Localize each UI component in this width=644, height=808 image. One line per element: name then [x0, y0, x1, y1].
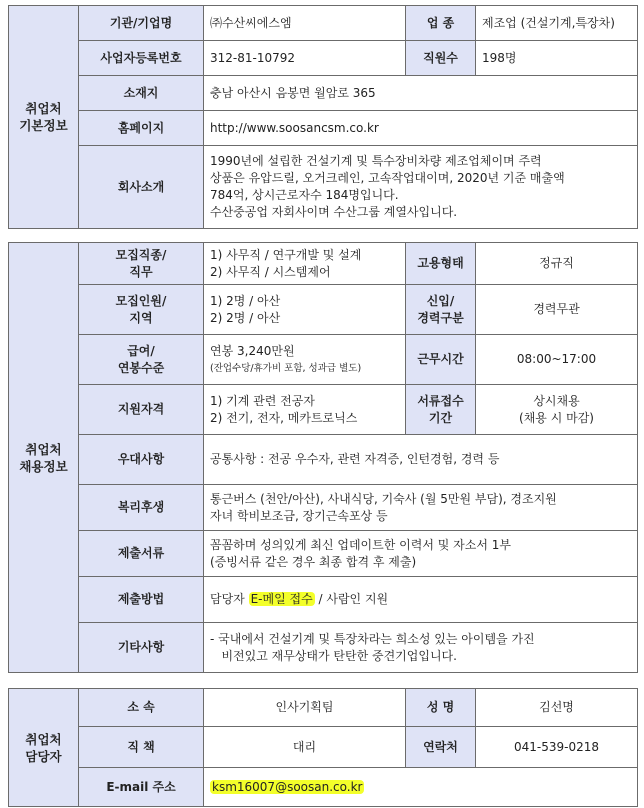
etc-value: - 국내에서 건설기계 및 특장차라는 희소성 있는 아이템을 가진 비전있고 재무상태가 탄탄한 중견기업입니다.	[204, 623, 638, 673]
pref-value: 공통사항 : 전공 우수자, 관련 자격증, 인턴경험, 경력 등	[204, 435, 638, 485]
hiring-info-table	[8, 242, 638, 673]
career-value: 경력무관	[476, 285, 638, 335]
name-value: 김선명	[476, 689, 638, 727]
method-label: 제출방법	[79, 577, 204, 623]
welfare-label: 복리후생	[79, 485, 204, 531]
salary-label: 급여/ 연봉수준	[79, 335, 204, 385]
intro-label: 회사소개	[79, 146, 204, 229]
category-hiring-info: 취업처 채용정보	[9, 243, 79, 673]
method-value	[204, 577, 638, 623]
email-link[interactable]: ksm16007@soosan.co.kr	[212, 779, 363, 794]
phone-value: 041-539-0218	[476, 727, 638, 768]
hours-value: 08:00~17:00	[476, 335, 638, 385]
employees-label: 직원수	[406, 41, 476, 76]
category-basic-info: 취업처 기본정보	[9, 6, 79, 229]
regno-label: 사업자등록번호	[79, 41, 204, 76]
employees-value: 198명	[476, 41, 638, 76]
industry-value: 제조업 (건설기계,특장차)	[476, 6, 638, 41]
docs-label: 제출서류	[79, 531, 204, 577]
period-label: 서류접수 기간	[406, 385, 476, 435]
emptype-value: 정규직	[476, 243, 638, 285]
welfare-value: 통근버스 (천안/아산), 사내식당, 기숙사 (월 5만원 부담), 경조지원 자녀 학비보조금, 장기근속포상 등	[204, 485, 638, 531]
hours-label: 근무시간	[406, 335, 476, 385]
regno-value: 312-81-10792	[204, 41, 406, 76]
dept-label: 소 속	[79, 689, 204, 727]
docs-value: 꼼꼼하며 성의있게 최신 업데이트한 이력서 및 자소서 1부 (증빙서류 같은 경우 최종 합격 후 제출)	[204, 531, 638, 577]
qual-label: 지원자격	[79, 385, 204, 435]
industry-label: 업 종	[406, 6, 476, 41]
company-value: ㈜수산씨에스엠	[204, 6, 406, 41]
title-value: 대리	[204, 727, 406, 768]
method-highlight: E-메일 접수	[250, 592, 313, 606]
category-contact: 취업처 담당자	[9, 689, 79, 807]
career-label: 신입/ 경력구분	[406, 285, 476, 335]
company-label: 기관/기업명	[79, 6, 204, 41]
homepage-label: 홈페이지	[79, 111, 204, 146]
contact-table	[8, 688, 638, 807]
job-value: 1) 사무직 / 연구개발 및 설계 2) 사무직 / 시스템제어	[204, 243, 406, 285]
salary-note: (잔업수당/휴가비 포함, 성과급 별도)	[210, 362, 362, 374]
basic-info-table	[8, 5, 638, 229]
salary-value: 연봉 3,240만원	[210, 343, 295, 358]
method-prefix: 담당자	[210, 592, 249, 606]
intro-value: 1990년에 설립한 건설기계 및 특수장비차량 제조업체이며 주력 상품은 유압드릴, 오거크레인, 고속작업대이며, 2020년 기준 매출액 784억, 상시근로자수 184명입니다. 수산중공업 자회사이며 수산그룹 계열사입니다.	[204, 146, 638, 229]
headcount-label: 모집인원/ 지역	[79, 285, 204, 335]
email-label: E-mail 주소	[79, 768, 204, 807]
job-label: 모집직종/ 직무	[79, 243, 204, 285]
dept-value: 인사기획팀	[204, 689, 406, 727]
address-value: 충남 아산시 음봉면 월암로 365	[204, 76, 638, 111]
pref-label: 우대사항	[79, 435, 204, 485]
phone-label: 연락처	[406, 727, 476, 768]
qual-value: 1) 기계 관련 전공자 2) 전기, 전자, 메카트로닉스	[204, 385, 406, 435]
headcount-value: 1) 2명 / 아산 2) 2명 / 아산	[204, 285, 406, 335]
title-label: 직 책	[79, 727, 204, 768]
address-label: 소재지	[79, 76, 204, 111]
name-label: 성 명	[406, 689, 476, 727]
period-value: 상시채용 (채용 시 마감)	[476, 385, 638, 435]
etc-label: 기타사항	[79, 623, 204, 673]
emptype-label: 고용형태	[406, 243, 476, 285]
homepage-link[interactable]: http://www.soosancsm.co.kr	[204, 111, 638, 146]
method-suffix: / 사람인 지원	[314, 592, 389, 606]
